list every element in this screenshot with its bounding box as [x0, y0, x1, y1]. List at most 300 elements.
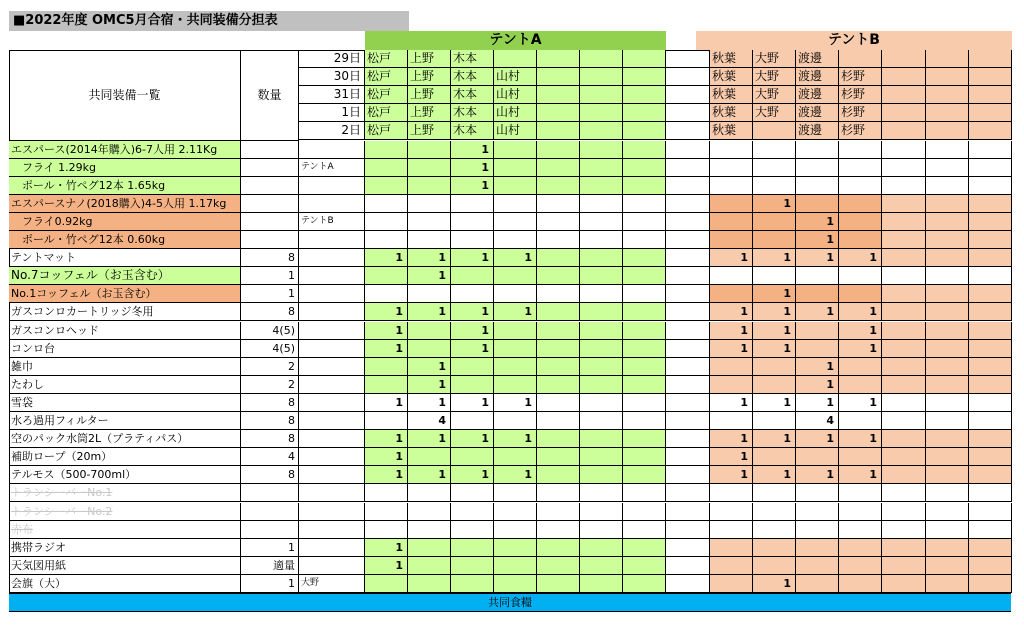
tent-b-member[interactable]: 大野 — [753, 50, 796, 68]
tent-b-count[interactable] — [969, 322, 1012, 340]
tent-a-count[interactable]: 1 — [451, 322, 494, 340]
tent-b-count[interactable] — [753, 503, 796, 521]
tent-b-member[interactable]: 渡邊 — [796, 86, 839, 104]
tent-b-count[interactable] — [796, 141, 839, 159]
tent-a-count[interactable] — [408, 503, 451, 521]
tent-b-count[interactable] — [753, 521, 796, 539]
tent-b-count[interactable] — [839, 503, 882, 521]
tent-b-member[interactable] — [882, 122, 926, 140]
tent-a-count[interactable]: 1 — [451, 340, 494, 358]
tent-a-count[interactable] — [623, 539, 666, 557]
tent-b-count[interactable] — [882, 340, 926, 358]
tent-b-count[interactable] — [710, 575, 753, 593]
tent-a-member[interactable] — [494, 50, 537, 68]
tent-b-count[interactable] — [710, 521, 753, 539]
tent-b-member[interactable]: 渡邊 — [796, 104, 839, 122]
tent-a-count[interactable] — [623, 303, 666, 321]
tent-a-member[interactable] — [623, 86, 666, 104]
tent-b-count[interactable] — [753, 141, 796, 159]
tent-a-count[interactable] — [365, 285, 408, 303]
tent-b-count[interactable] — [839, 141, 882, 159]
tent-b-member[interactable] — [926, 50, 969, 68]
tent-a-count[interactable] — [580, 322, 623, 340]
tent-a-member[interactable]: 上野 — [408, 86, 451, 104]
tent-b-count[interactable] — [969, 484, 1012, 502]
tent-a-count[interactable]: 1 — [494, 430, 537, 448]
tent-a-count[interactable] — [408, 285, 451, 303]
tent-a-count[interactable] — [494, 177, 537, 195]
tent-b-count[interactable] — [882, 141, 926, 159]
tent-b-count[interactable] — [926, 484, 969, 502]
tent-a-count[interactable] — [580, 412, 623, 430]
tent-b-count[interactable] — [710, 412, 753, 430]
tent-a-count[interactable] — [580, 340, 623, 358]
tent-a-count[interactable] — [365, 575, 408, 593]
tent-b-count[interactable] — [926, 394, 969, 412]
tent-a-count[interactable]: 1 — [408, 430, 451, 448]
tent-b-member[interactable]: 秋葉 — [710, 86, 753, 104]
tent-a-count[interactable]: 1 — [494, 303, 537, 321]
tent-b-count[interactable] — [796, 340, 839, 358]
tent-b-count[interactable]: 1 — [839, 466, 882, 484]
tent-a-count[interactable] — [494, 195, 537, 213]
tent-a-count[interactable] — [537, 448, 580, 466]
tent-a-count[interactable] — [623, 340, 666, 358]
tent-b-member[interactable]: 大野 — [753, 68, 796, 86]
tent-a-count[interactable] — [580, 521, 623, 539]
tent-a-count[interactable] — [537, 575, 580, 593]
tent-b-count[interactable] — [882, 231, 926, 249]
tent-b-member[interactable] — [926, 68, 969, 86]
tent-a-count[interactable] — [580, 575, 623, 593]
tent-b-member[interactable] — [926, 122, 969, 140]
tent-b-count[interactable] — [753, 159, 796, 177]
tent-a-count[interactable]: 1 — [408, 466, 451, 484]
tent-b-count[interactable] — [969, 213, 1012, 231]
tent-a-count[interactable] — [580, 249, 623, 267]
tent-b-count[interactable] — [882, 466, 926, 484]
tent-a-count[interactable] — [408, 141, 451, 159]
tent-b-count[interactable] — [926, 249, 969, 267]
tent-a-count[interactable] — [537, 177, 580, 195]
tent-a-member[interactable]: 山村 — [494, 122, 537, 140]
tent-b-count[interactable]: 1 — [796, 249, 839, 267]
tent-b-count[interactable] — [926, 177, 969, 195]
tent-b-count[interactable] — [926, 231, 969, 249]
tent-b-count[interactable] — [753, 376, 796, 394]
tent-a-count[interactable] — [623, 195, 666, 213]
tent-a-member[interactable] — [537, 104, 580, 122]
tent-a-count[interactable] — [537, 466, 580, 484]
tent-b-count[interactable] — [926, 322, 969, 340]
tent-b-count[interactable] — [839, 285, 882, 303]
tent-a-count[interactable] — [451, 358, 494, 376]
tent-b-member[interactable]: 大野 — [753, 104, 796, 122]
tent-b-count[interactable]: 1 — [710, 430, 753, 448]
tent-a-member[interactable] — [623, 50, 666, 68]
tent-a-count[interactable]: 1 — [451, 159, 494, 177]
tent-b-count[interactable] — [710, 358, 753, 376]
tent-b-count[interactable]: 1 — [796, 231, 839, 249]
tent-b-count[interactable]: 1 — [753, 285, 796, 303]
tent-a-count[interactable] — [623, 448, 666, 466]
tent-b-count[interactable] — [882, 303, 926, 321]
tent-a-count[interactable] — [451, 195, 494, 213]
tent-b-count[interactable] — [926, 285, 969, 303]
tent-b-count[interactable]: 1 — [796, 213, 839, 231]
tent-a-count[interactable] — [580, 141, 623, 159]
tent-b-count[interactable] — [753, 177, 796, 195]
tent-b-count[interactable] — [926, 466, 969, 484]
tent-a-member[interactable] — [537, 68, 580, 86]
tent-a-count[interactable] — [580, 159, 623, 177]
tent-a-count[interactable] — [580, 376, 623, 394]
tent-a-count[interactable]: 1 — [408, 358, 451, 376]
tent-b-member[interactable]: 杉野 — [839, 122, 882, 140]
tent-b-member[interactable]: 秋葉 — [710, 50, 753, 68]
tent-b-member[interactable]: 秋葉 — [710, 122, 753, 140]
tent-a-count[interactable] — [365, 267, 408, 285]
tent-b-count[interactable] — [882, 412, 926, 430]
tent-a-member[interactable]: 松戸 — [365, 86, 408, 104]
tent-a-member[interactable] — [537, 86, 580, 104]
tent-a-count[interactable] — [623, 177, 666, 195]
tent-a-count[interactable]: 1 — [451, 249, 494, 267]
tent-b-count[interactable] — [926, 503, 969, 521]
tent-a-count[interactable] — [365, 141, 408, 159]
tent-b-count[interactable] — [796, 484, 839, 502]
tent-a-count[interactable] — [623, 159, 666, 177]
tent-b-member[interactable] — [969, 104, 1012, 122]
tent-b-count[interactable] — [839, 267, 882, 285]
tent-a-count[interactable] — [494, 159, 537, 177]
tent-a-count[interactable] — [365, 521, 408, 539]
tent-b-count[interactable] — [710, 503, 753, 521]
tent-a-count[interactable] — [451, 412, 494, 430]
tent-a-count[interactable]: 1 — [365, 303, 408, 321]
tent-b-count[interactable] — [710, 557, 753, 575]
tent-b-count[interactable]: 1 — [796, 394, 839, 412]
tent-b-count[interactable] — [926, 340, 969, 358]
tent-a-count[interactable] — [580, 430, 623, 448]
tent-a-count[interactable]: 1 — [451, 177, 494, 195]
tent-b-count[interactable] — [753, 231, 796, 249]
tent-a-count[interactable] — [408, 521, 451, 539]
tent-a-count[interactable] — [365, 376, 408, 394]
tent-a-count[interactable] — [537, 267, 580, 285]
tent-a-count[interactable] — [623, 521, 666, 539]
tent-b-count[interactable]: 1 — [796, 303, 839, 321]
tent-a-member[interactable]: 木本 — [451, 68, 494, 86]
tent-b-count[interactable] — [710, 285, 753, 303]
tent-b-count[interactable] — [839, 231, 882, 249]
tent-a-count[interactable] — [365, 159, 408, 177]
tent-b-count[interactable] — [969, 521, 1012, 539]
tent-b-member[interactable] — [839, 50, 882, 68]
tent-b-count[interactable] — [796, 575, 839, 593]
tent-a-count[interactable] — [623, 466, 666, 484]
tent-a-count[interactable] — [623, 285, 666, 303]
tent-a-member[interactable] — [580, 68, 623, 86]
tent-a-count[interactable]: 1 — [408, 376, 451, 394]
tent-b-count[interactable] — [796, 267, 839, 285]
tent-b-count[interactable] — [969, 503, 1012, 521]
tent-a-count[interactable] — [408, 340, 451, 358]
tent-a-count[interactable] — [580, 231, 623, 249]
tent-b-count[interactable] — [926, 412, 969, 430]
tent-b-count[interactable] — [926, 267, 969, 285]
tent-b-count[interactable] — [753, 358, 796, 376]
tent-a-count[interactable] — [494, 412, 537, 430]
tent-b-count[interactable] — [753, 213, 796, 231]
tent-b-count[interactable] — [926, 557, 969, 575]
tent-b-count[interactable] — [969, 358, 1012, 376]
tent-a-count[interactable]: 1 — [365, 322, 408, 340]
tent-b-count[interactable] — [969, 340, 1012, 358]
tent-b-count[interactable] — [882, 539, 926, 557]
tent-b-count[interactable] — [839, 575, 882, 593]
tent-a-count[interactable] — [537, 484, 580, 502]
tent-a-member[interactable]: 木本 — [451, 104, 494, 122]
tent-b-count[interactable] — [882, 213, 926, 231]
tent-b-count[interactable] — [969, 376, 1012, 394]
tent-b-member[interactable] — [753, 122, 796, 140]
tent-a-count[interactable] — [494, 521, 537, 539]
tent-a-count[interactable] — [408, 322, 451, 340]
tent-b-count[interactable]: 1 — [753, 322, 796, 340]
tent-a-count[interactable] — [537, 539, 580, 557]
tent-a-count[interactable]: 1 — [408, 267, 451, 285]
tent-a-count[interactable] — [494, 231, 537, 249]
tent-b-member[interactable] — [969, 86, 1012, 104]
tent-b-count[interactable]: 1 — [839, 394, 882, 412]
tent-a-count[interactable] — [365, 213, 408, 231]
tent-a-count[interactable] — [537, 303, 580, 321]
tent-a-count[interactable] — [494, 448, 537, 466]
tent-a-count[interactable] — [537, 503, 580, 521]
tent-b-count[interactable] — [796, 521, 839, 539]
tent-b-count[interactable] — [796, 503, 839, 521]
tent-a-count[interactable] — [494, 376, 537, 394]
tent-a-count[interactable] — [580, 466, 623, 484]
tent-a-count[interactable] — [494, 358, 537, 376]
tent-b-count[interactable] — [710, 484, 753, 502]
tent-b-count[interactable] — [753, 484, 796, 502]
tent-a-count[interactable] — [494, 503, 537, 521]
tent-a-count[interactable] — [451, 484, 494, 502]
tent-a-count[interactable] — [408, 177, 451, 195]
tent-b-count[interactable] — [753, 267, 796, 285]
tent-b-count[interactable] — [839, 159, 882, 177]
tent-a-count[interactable] — [537, 412, 580, 430]
tent-a-count[interactable] — [537, 249, 580, 267]
tent-b-count[interactable] — [882, 448, 926, 466]
tent-a-count[interactable] — [537, 231, 580, 249]
tent-a-count[interactable]: 1 — [494, 466, 537, 484]
tent-b-count[interactable]: 1 — [710, 394, 753, 412]
tent-a-count[interactable]: 1 — [494, 249, 537, 267]
tent-b-count[interactable] — [882, 521, 926, 539]
tent-a-count[interactable] — [408, 213, 451, 231]
tent-a-count[interactable] — [537, 322, 580, 340]
tent-b-count[interactable] — [839, 412, 882, 430]
tent-b-count[interactable] — [839, 195, 882, 213]
tent-b-count[interactable] — [882, 267, 926, 285]
tent-b-count[interactable] — [839, 521, 882, 539]
tent-a-count[interactable] — [623, 484, 666, 502]
tent-b-count[interactable]: 1 — [753, 575, 796, 593]
tent-b-count[interactable] — [882, 195, 926, 213]
tent-a-count[interactable] — [365, 231, 408, 249]
tent-b-count[interactable] — [926, 358, 969, 376]
tent-a-member[interactable]: 木本 — [451, 122, 494, 140]
tent-a-member[interactable] — [537, 122, 580, 140]
tent-a-member[interactable]: 上野 — [408, 68, 451, 86]
tent-b-count[interactable] — [710, 213, 753, 231]
tent-a-count[interactable] — [365, 412, 408, 430]
tent-a-count[interactable]: 1 — [365, 539, 408, 557]
tent-a-count[interactable]: 1 — [365, 466, 408, 484]
tent-a-count[interactable] — [623, 231, 666, 249]
tent-a-count[interactable] — [408, 448, 451, 466]
tent-b-count[interactable] — [839, 539, 882, 557]
tent-b-count[interactable] — [969, 466, 1012, 484]
tent-b-count[interactable] — [926, 430, 969, 448]
tent-b-count[interactable]: 1 — [753, 466, 796, 484]
tent-b-count[interactable] — [969, 303, 1012, 321]
tent-b-count[interactable] — [969, 285, 1012, 303]
tent-a-count[interactable]: 1 — [451, 303, 494, 321]
tent-a-count[interactable] — [494, 213, 537, 231]
tent-b-count[interactable] — [839, 213, 882, 231]
tent-b-count[interactable]: 1 — [839, 303, 882, 321]
tent-b-count[interactable] — [839, 177, 882, 195]
tent-b-count[interactable] — [796, 322, 839, 340]
tent-b-count[interactable]: 4 — [796, 412, 839, 430]
tent-a-count[interactable] — [451, 521, 494, 539]
tent-b-count[interactable] — [882, 249, 926, 267]
tent-b-member[interactable]: 杉野 — [839, 104, 882, 122]
tent-b-count[interactable]: 1 — [839, 249, 882, 267]
tent-b-count[interactable] — [796, 195, 839, 213]
tent-b-count[interactable]: 1 — [796, 430, 839, 448]
tent-a-count[interactable] — [408, 557, 451, 575]
tent-b-count[interactable] — [882, 159, 926, 177]
tent-a-member[interactable] — [580, 104, 623, 122]
tent-b-count[interactable] — [882, 484, 926, 502]
tent-a-count[interactable] — [451, 213, 494, 231]
tent-b-count[interactable] — [710, 376, 753, 394]
tent-b-count[interactable]: 1 — [753, 195, 796, 213]
tent-a-member[interactable]: 木本 — [451, 86, 494, 104]
tent-a-count[interactable] — [451, 539, 494, 557]
tent-a-count[interactable] — [537, 340, 580, 358]
tent-a-count[interactable] — [537, 195, 580, 213]
tent-a-count[interactable]: 1 — [408, 249, 451, 267]
tent-a-count[interactable] — [623, 376, 666, 394]
tent-a-count[interactable] — [365, 503, 408, 521]
tent-b-member[interactable]: 秋葉 — [710, 68, 753, 86]
tent-a-count[interactable] — [537, 394, 580, 412]
tent-a-count[interactable] — [580, 303, 623, 321]
tent-b-count[interactable]: 1 — [710, 466, 753, 484]
tent-a-count[interactable]: 1 — [365, 430, 408, 448]
tent-b-member[interactable] — [882, 104, 926, 122]
tent-a-count[interactable] — [494, 285, 537, 303]
tent-a-count[interactable] — [494, 322, 537, 340]
tent-a-count[interactable] — [365, 177, 408, 195]
tent-b-count[interactable] — [969, 159, 1012, 177]
tent-b-count[interactable] — [969, 267, 1012, 285]
tent-b-count[interactable] — [926, 521, 969, 539]
tent-b-count[interactable]: 1 — [753, 394, 796, 412]
tent-b-count[interactable] — [926, 195, 969, 213]
tent-b-count[interactable] — [882, 394, 926, 412]
tent-a-count[interactable] — [451, 285, 494, 303]
tent-b-count[interactable] — [753, 412, 796, 430]
tent-b-count[interactable] — [710, 159, 753, 177]
tent-a-count[interactable]: 1 — [451, 430, 494, 448]
tent-b-count[interactable]: 1 — [796, 358, 839, 376]
tent-a-member[interactable] — [537, 50, 580, 68]
tent-a-count[interactable] — [494, 557, 537, 575]
tent-a-count[interactable] — [623, 141, 666, 159]
tent-a-count[interactable] — [408, 159, 451, 177]
tent-a-count[interactable] — [623, 267, 666, 285]
tent-a-count[interactable] — [365, 484, 408, 502]
tent-b-count[interactable] — [926, 539, 969, 557]
tent-b-count[interactable] — [882, 177, 926, 195]
tent-b-count[interactable]: 1 — [839, 430, 882, 448]
tent-b-count[interactable]: 1 — [753, 249, 796, 267]
tent-a-count[interactable] — [451, 503, 494, 521]
tent-a-count[interactable] — [580, 213, 623, 231]
tent-b-count[interactable] — [882, 430, 926, 448]
tent-a-count[interactable] — [623, 249, 666, 267]
tent-b-count[interactable]: 1 — [710, 448, 753, 466]
tent-b-count[interactable] — [969, 412, 1012, 430]
tent-a-count[interactable] — [408, 231, 451, 249]
tent-b-count[interactable] — [796, 159, 839, 177]
tent-a-count[interactable] — [537, 430, 580, 448]
tent-a-count[interactable] — [623, 394, 666, 412]
tent-a-count[interactable] — [537, 213, 580, 231]
tent-a-count[interactable] — [494, 267, 537, 285]
tent-a-count[interactable] — [623, 412, 666, 430]
tent-a-count[interactable] — [451, 575, 494, 593]
tent-b-member[interactable]: 渡邊 — [796, 122, 839, 140]
tent-b-count[interactable] — [710, 177, 753, 195]
tent-a-count[interactable]: 1 — [365, 448, 408, 466]
tent-b-member[interactable]: 杉野 — [839, 86, 882, 104]
tent-b-count[interactable]: 1 — [710, 340, 753, 358]
tent-a-count[interactable] — [408, 484, 451, 502]
tent-a-count[interactable] — [494, 141, 537, 159]
tent-a-member[interactable] — [623, 104, 666, 122]
tent-b-count[interactable] — [796, 557, 839, 575]
tent-a-count[interactable] — [623, 358, 666, 376]
tent-b-member[interactable] — [926, 104, 969, 122]
tent-a-count[interactable] — [365, 358, 408, 376]
tent-a-count[interactable] — [408, 575, 451, 593]
tent-b-count[interactable]: 1 — [753, 340, 796, 358]
tent-a-count[interactable]: 1 — [408, 394, 451, 412]
tent-a-count[interactable]: 1 — [494, 394, 537, 412]
tent-a-member[interactable]: 松戸 — [365, 122, 408, 140]
tent-a-count[interactable]: 1 — [451, 466, 494, 484]
tent-b-count[interactable] — [839, 376, 882, 394]
tent-b-count[interactable] — [882, 322, 926, 340]
